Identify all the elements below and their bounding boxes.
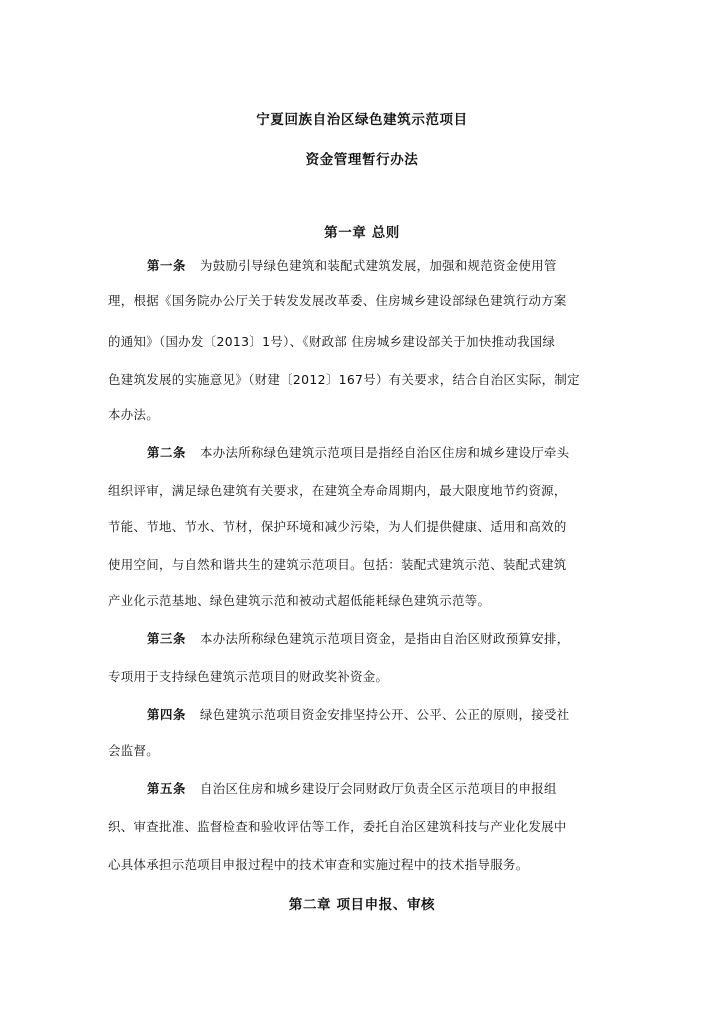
article-5-line-2: 织、审查批准、监督检查和验收评估等工作，委托自治区建筑科技与产业化发展中: [108, 819, 567, 834]
article-5-text: 自治区住房和城乡建设厅会同财政厅负责全区示范项目的申报组: [199, 781, 557, 796]
article-4-label: 第四条: [147, 707, 186, 722]
article-5-label: 第五条: [147, 781, 186, 796]
article-2-line-1: [147, 445, 657, 461]
article-3-label: 第三条: [147, 631, 186, 646]
chapter-2-heading: 第二章 项目申报、审核: [288, 897, 436, 913]
article-1-line-4: 色建筑发展的实施意见》（财建〔2012〕167号）有关要求，结合自治区实际，制定: [108, 372, 580, 387]
article-1-line-3: 的通知》（国办发〔2013〕1号）、《财政部 住房城乡建设部关于加快推动我国绿: [108, 334, 556, 349]
article-1-line-2: 理，根据《国务院办公厅关于转发发展改革委、住房城乡建设部绿色建筑行动方案: [108, 293, 567, 308]
article-4-line-2: 会监督。: [108, 743, 159, 758]
article-1-label: 第一条: [147, 258, 186, 273]
article-3-text: 本办法所称绿色建筑示范项目资金，是指由自治区财政预算安排，: [199, 631, 570, 646]
article-3-line-1: [147, 631, 657, 647]
article-2-line-4: 使用空间，与自然和谐共生的建筑示范项目。包括：装配式建筑示范、装配式建筑: [108, 557, 567, 572]
document-subtitle: 资金管理暂行办法: [305, 152, 419, 168]
article-5-line-3: 心具体承担示范项目申报过程中的技术审查和实施过程中的技术指导服务。: [108, 857, 529, 872]
article-2-label: 第二条: [147, 445, 186, 460]
article-2-line-3: 节能、节地、节水、节材，保护环境和减少污染，为人们提供健康、适用和高效的: [108, 519, 567, 534]
chapter-1-heading: 第一章 总则: [324, 225, 400, 241]
article-2-line-5: 产业化示范基地、绿色建筑示范和被动式超低能耗绿色建筑示范等。: [108, 593, 491, 608]
article-4-line-1: [147, 707, 657, 723]
article-2-line-2: 组织评审，满足绿色建筑有关要求，在建筑全寿命周期内，最大限度地节约资源，: [108, 483, 567, 498]
article-2-text: 本办法所称绿色建筑示范项目是指经自治区住房和城乡建设厅牵头: [199, 445, 570, 460]
article-5-line-1: [147, 781, 657, 797]
document-title: 宁夏回族自治区绿色建筑示范项目: [256, 112, 468, 128]
article-1-line-5: 本办法。: [108, 407, 159, 422]
article-3-line-2: 专项用于支持绿色建筑示范项目的财政奖补资金。: [108, 669, 389, 684]
article-1-line-1: [147, 258, 657, 274]
article-1-text: 为鼓励引导绿色建筑和装配式建筑发展，加强和规范资金使用管: [199, 258, 557, 273]
article-4-text: 绿色建筑示范项目资金安排坚持公开、公平、公正的原则，接受社: [199, 707, 570, 722]
